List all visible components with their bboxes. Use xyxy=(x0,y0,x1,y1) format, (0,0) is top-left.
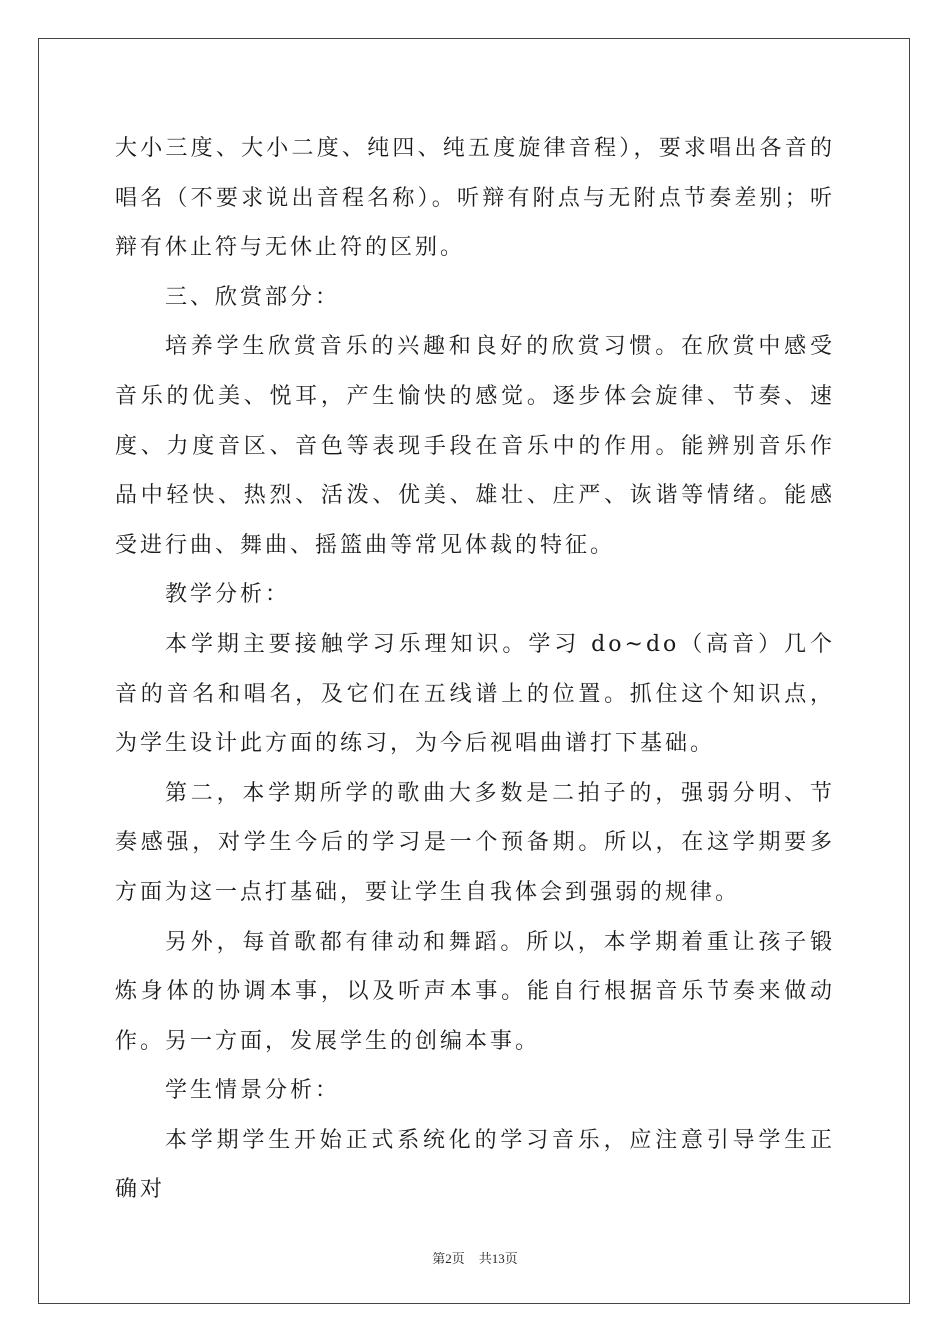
paragraph-dance: 另外，每首歌都有律动和舞蹈。所以，本学期着重让孩子锻炼身体的协调本事，以及听声本事。能自行根据音乐节奏来做动作。另一方面，发展学生的创编本事。 xyxy=(115,929,835,1054)
paragraph-appreciation: 培养学生欣赏音乐的兴趣和良好的欣赏习惯。在欣赏中感受音乐的优美、悦耳，产生愉快的感觉。逐步体会旋律、节奏、速度、力度音区、音色等表现手段在音乐中的作用。能辨别音乐作品中轻快、热烈、活泼、优美、雄壮、庄严、诙谐等情绪。能感受进行曲、舞曲、摇篮曲等常见体裁的特征。 xyxy=(115,334,835,558)
heading-appreciation: 三、欣赏部分： xyxy=(165,284,341,310)
document-body xyxy=(115,124,835,1215)
page-number: 第2页 xyxy=(432,1251,465,1266)
heading-student-analysis: 学生情景分析： xyxy=(165,1078,341,1104)
page-footer xyxy=(0,1248,950,1267)
heading-teaching-analysis: 教学分析： xyxy=(165,582,291,608)
paragraph-1: 大小三度、大小二度、纯四、纯五度旋律音程），要求唱出各音的唱名（不要求说出音程名称）。听辩有附点与无附点节奏差别；听辩有休止符与无休止符的区别。 xyxy=(115,136,835,261)
paragraph-music-theory: 本学期主要接触学习乐理知识。学习 do~do（高音）几个音的音名和唱名，及它们在五线谱上的位置。抓住这个知识点，为学生设计此方面的练习，为今后视唱曲谱打下基础。 xyxy=(115,631,835,757)
total-pages: 共13页 xyxy=(478,1251,518,1266)
paragraph-duple-meter: 第二，本学期所学的歌曲大多数是二拍子的，强弱分明、节奏感强，对学生今后的学习是一个预备期。所以，在这学期要多方面为这一点打基础，要让学生自我体会到强弱的规律。 xyxy=(115,780,835,905)
paragraph-student: 本学期学生开始正式系统化的学习音乐，应注意引导学生正确对 xyxy=(115,1127,835,1203)
